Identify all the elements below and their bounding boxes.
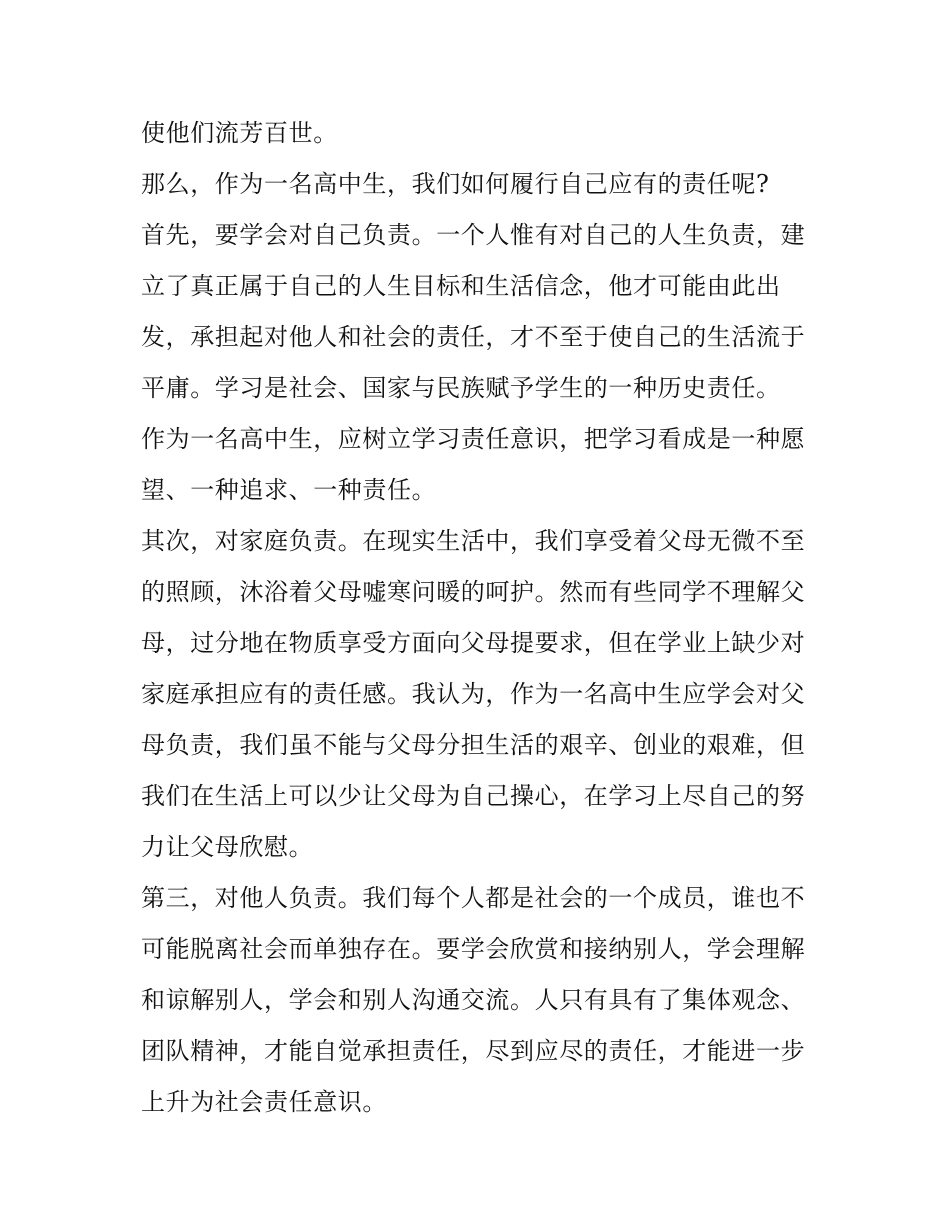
text-line: 母，过分地在物质享受方面向父母提要求，但在学业上缺少对 <box>141 629 806 657</box>
text-line: 的照顾，沐浴着父母嘘寒问暖的呵护。然而有些同学不理解父 <box>141 578 806 606</box>
text-line: 发，承担起对他人和社会的责任，才不至于使自己的生活流于 <box>141 323 806 351</box>
text-line: 第三，对他人负责。我们每个人都是社会的一个成员，谁也不 <box>141 884 806 912</box>
text-line: 团队精神，才能自觉承担责任，尽到应尽的责任，才能进一步 <box>141 1037 806 1065</box>
text-line: 力让父母欣慰。 <box>141 833 314 861</box>
text-line: 和谅解别人，学会和别人沟通交流。人只有具有了集体观念、 <box>141 986 806 1014</box>
text-line: 作为一名高中生，应树立学习责任意识，把学习看成是一种愿 <box>141 425 806 453</box>
text-line: 可能脱离社会而单独存在。要学会欣赏和接纳别人，学会理解 <box>141 935 806 963</box>
text-line: 望、一种追求、一种责任。 <box>141 476 437 504</box>
text-line: 使他们流芳百世。 <box>141 119 338 147</box>
text-line: 首先，要学会对自己负责。一个人惟有对自己的人生负责，建 <box>141 221 806 249</box>
text-line: 平庸。学习是社会、国家与民族赋予学生的一种历史责任。 <box>141 374 781 402</box>
text-line: 我们在生活上可以少让父母为自己操心，在学习上尽自己的努 <box>141 782 806 810</box>
text-line: 上升为社会责任意识。 <box>141 1088 387 1116</box>
text-line: 其次，对家庭负责。在现实生活中，我们享受着父母无微不至 <box>141 527 806 555</box>
body-text <box>141 108 813 1128</box>
text-line: 母负责，我们虽不能与父母分担生活的艰辛、创业的艰难，但 <box>141 731 806 759</box>
text-line: 立了真正属于自己的人生目标和生活信念，他才可能由此出 <box>141 272 781 300</box>
text-line: 那么，作为一名高中生，我们如何履行自己应有的责任呢? <box>141 170 770 198</box>
text-line: 家庭承担应有的责任感。我认为，作为一名高中生应学会对父 <box>141 680 806 708</box>
